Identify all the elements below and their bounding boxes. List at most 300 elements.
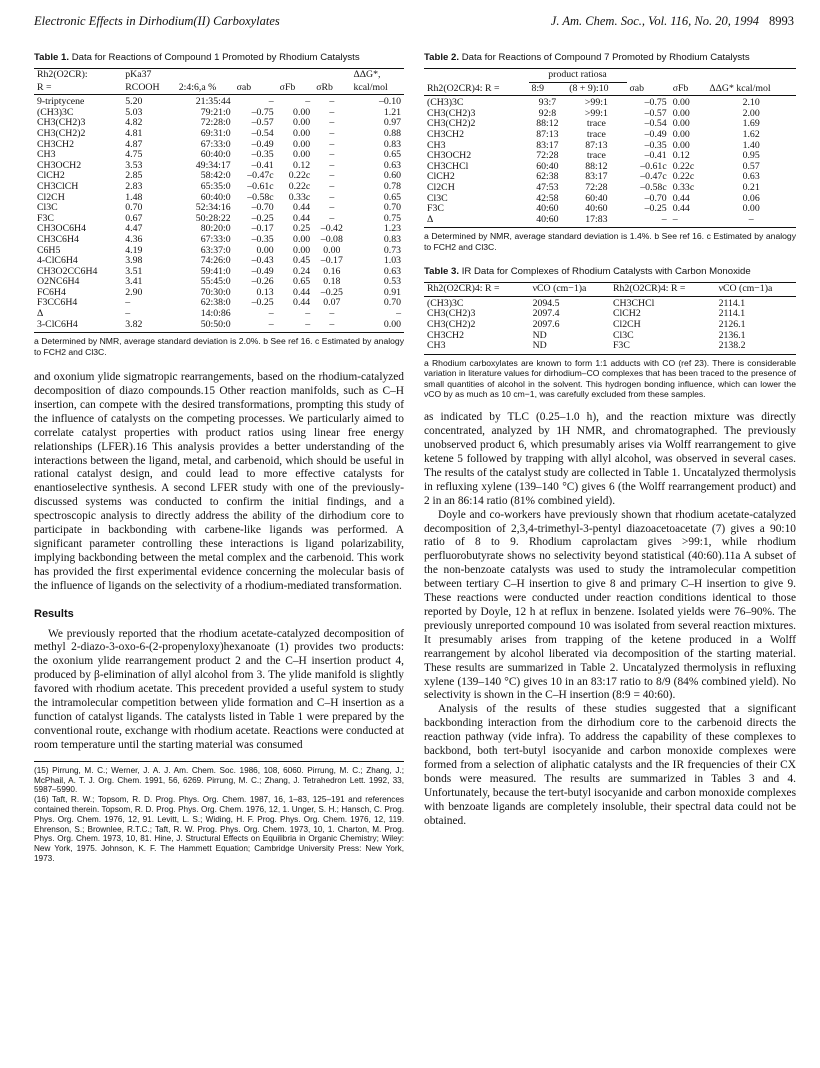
nuco-cell: 2114.1: [718, 308, 746, 320]
ratio-cell: 50:50:0: [176, 320, 234, 333]
sigma-a-cell: –0.54: [644, 118, 667, 130]
ratio89-cell: 92:8: [538, 107, 557, 119]
table-row: [424, 151, 796, 162]
ratio-cell: 52:34:16: [195, 202, 231, 214]
table2: [424, 68, 796, 228]
ddg-cell: 0.65: [383, 191, 401, 203]
right-paragraph-2: Doyle and co-workers have previously shown that rhodium acetate-catalyzed decomposition of 2,3,4-trimethyl-3-pentyl diazoacetoacetate (7) gives a 90:10 ratio of 8 to 9. Rhodium caprolactam gives >99:1, while rhodium perfluorobutyrate shows no selectivity beyond statistical (40:60).11a A subset of the non-benzoate catalysts was used to study the intramolecular competition between tertiary C–H insertion to give 8 and primary C–H insertion to give 9. These reactions were conducted under reaction conditions identical to those reported by Doyle, 12 h at reflux in benzene. Isolated yields were 76–90%. The previously unreported compound 10 was isolated from several reaction mixtures. It presumably arises from trapping of the ketene produced in a Wolff rearrangement by alcohol liberated via decomposition of the starting material. These results are summarized in Table 2. Uncatalyzed thermolysis in refluxing xylene (139–140 °C) gives 10 in an 83:17 ratio to 8/9 (84% combined yield). No selectivity is shown in the C–H insertion (8:9 = 40:60).: [424, 508, 796, 702]
sigma-f-cell: 0.22c: [288, 180, 311, 192]
pka-cell: 4.82: [125, 117, 143, 129]
pka-cell: 5.20: [125, 96, 143, 108]
ddg-cell: 0.63: [383, 159, 401, 171]
sigma-f-cell: 0.00: [672, 107, 690, 119]
ligand-cell: 9-triptycene: [37, 96, 85, 108]
ratio-cell: 21:35:44: [195, 96, 231, 108]
ratio10-cell: 60:40: [585, 192, 608, 204]
sigma-f-cell: 0.44: [293, 286, 311, 298]
sigma-f-cell: 0.00: [672, 97, 690, 109]
ligand-cell: F3C: [610, 341, 716, 354]
sigma-f-cell: 0.00: [293, 244, 311, 256]
sigma-a-cell: –0.26: [251, 276, 274, 288]
ligand-cell: CH3OCH2: [427, 150, 472, 162]
ratio10-cell: 40:60: [585, 203, 608, 215]
sigma-f-cell: 0.00: [293, 117, 311, 129]
nuco-cell: 2126.1: [718, 318, 746, 330]
ligand-cell: CH3(CH2)3: [37, 117, 86, 129]
ligand-cell: Cl3C: [427, 192, 448, 204]
sigma-f-cell: 0.00: [672, 139, 690, 151]
sigma-a-cell: –0.41: [251, 159, 274, 171]
pka-cell: 3.98: [125, 255, 143, 267]
sigma-a-cell: 0.13: [256, 286, 274, 298]
ratio89-cell: 40:60: [536, 203, 559, 215]
table2-label: Table 2.: [424, 52, 460, 63]
ligand-cell: (CH3)3C: [427, 297, 464, 309]
ligand-cell: Δ: [424, 215, 529, 228]
sigma-a-cell: –: [268, 96, 274, 108]
sigma-a-cell: –0.25: [251, 297, 274, 309]
ddg-cell: 0.97: [383, 117, 401, 129]
sigma-f-cell: 0.00: [293, 233, 311, 245]
nuco-cell: 2136.1: [718, 329, 746, 341]
ddg-cell: 0.63: [383, 265, 401, 277]
ratio89-cell: 88:12: [536, 118, 559, 130]
sigma-a-cell: –0.35: [251, 233, 274, 245]
table2-body: [424, 96, 796, 228]
t1-h-pka-b: RCOOH: [122, 82, 176, 95]
reference-16: (16) Taft, R. W.; Topsom, R. D. Prog. Phys. Org. Chem. 1987, 16, 1–83, 125–191 and references contained therein. Topsom, R. D. Prog. Phys. Org. Chem. 1976, 12, 1. Unger, S. H.; Hansch, C. Prog. Phys. Org. Chem. 1976, 12, 91. Levitt, L. S.; Widing, H. F. Prog. Phys. Org. Chem. 1976, 12, 119. Ehrenson, S.; Brownlee, R.T.C.; Taft, R. W. Prog. Phys. Org. Chem. 1973, 10, 1. Charton, M. Prog. Phys. Org. Chem. 1973, 10, 81. Hine, J. Structural Effects on Equilibria in Organic Chemistry; Wiley: New York, 1975. Johnson, K. F. The Hammett Equation; Cambridge University Press: New York, 1973.: [34, 795, 404, 863]
sigma-a-cell: –0.58c: [640, 181, 667, 193]
t3-h-ligand-1: Rh2(O2CR)4: R =: [424, 283, 530, 297]
pka-cell: 1.48: [125, 191, 143, 203]
ddg-cell: 0.78: [383, 180, 401, 192]
sigma-a-cell: –0.49: [251, 265, 274, 277]
pka-cell: 3.82: [122, 320, 176, 333]
t3-h-nuco-2: νCO (cm−1)a: [716, 283, 796, 297]
ligand-cell: ClCH2: [612, 308, 641, 320]
sigma-f-cell: 0.65: [293, 276, 311, 288]
table-row: [34, 320, 404, 333]
sigma-r-cell: 0.16: [323, 265, 341, 277]
ratio-cell: 59:41:0: [200, 265, 231, 277]
nuco-cell: ND: [532, 329, 547, 341]
journal-citation: J. Am. Chem. Soc., Vol. 116, No. 20, 1994: [550, 14, 759, 28]
sigma-r-cell: –: [329, 138, 335, 150]
sigma-a-cell: –0.54: [251, 127, 274, 139]
pka-cell: 4.87: [125, 138, 143, 150]
ratio-cell: 55:45:0: [200, 276, 231, 288]
table-row: [424, 162, 796, 173]
ratio-cell: 80:20:0: [200, 223, 231, 235]
ligand-cell: Cl2CH: [37, 191, 65, 203]
sigma-r-cell: 0.18: [323, 276, 341, 288]
pka-cell: 2.83: [125, 180, 143, 192]
table-row: [424, 141, 796, 152]
page-number: 8993: [769, 14, 794, 28]
ddg-cell: 0.83: [383, 138, 401, 150]
ratio89-cell: 60:40: [536, 160, 559, 172]
sigma-f-cell: 0.45: [293, 255, 311, 267]
running-title: Electronic Effects in Dirhodium(II) Carboxylates: [34, 14, 280, 28]
results-heading: Results: [34, 607, 74, 620]
t3-h-nuco-1: νCO (cm−1)a: [530, 283, 610, 297]
ligand-cell: Cl2CH: [612, 318, 641, 330]
ratio89-cell: 42:58: [536, 192, 559, 204]
ratio-cell: 60:40:0: [200, 191, 231, 203]
sigma-a-cell: –0.41: [644, 150, 667, 162]
sigma-f-cell: 0.00: [293, 138, 311, 150]
nuco-cell: 2097.6: [532, 318, 560, 330]
pka-cell: 2.85: [125, 170, 143, 182]
sigma-f-cell: 0.44: [293, 212, 311, 224]
table-row: [424, 172, 796, 183]
ligand-cell: (CH3)3C: [427, 97, 464, 109]
sigma-a-cell: –0.57: [644, 107, 667, 119]
ratio89-cell: 72:28: [536, 150, 559, 162]
ddg-cell: 0.70: [383, 202, 401, 214]
ratio10-cell: 17:83: [566, 215, 626, 228]
ligand-cell: CH3ClCH: [37, 180, 79, 192]
pka-cell: 4.75: [125, 149, 143, 161]
table-row: [424, 96, 796, 109]
ratio10-cell: 72:28: [585, 181, 608, 193]
sigma-f-cell: 0.33c: [288, 191, 311, 203]
t1-h-ddg-a: ΔΔG*,: [350, 69, 404, 82]
nuco-cell: 2094.5: [532, 297, 560, 309]
sigma-f-cell: 0.22c: [288, 170, 311, 182]
sigma-a-cell: –0.35: [251, 149, 274, 161]
sigma-a-cell: –0.47c: [640, 171, 667, 183]
ratio10-cell: 88:12: [585, 160, 608, 172]
ddg-cell: –: [396, 308, 401, 320]
table2-caption: [424, 52, 796, 64]
ddg-cell: 0.21: [742, 181, 760, 193]
table3-body: [424, 296, 796, 354]
ligand-cell: C6H5: [37, 244, 61, 256]
ligand-cell: CH3CH2: [37, 138, 75, 150]
sigma-r-cell: –0.17: [320, 255, 343, 267]
ratio-cell: 72:28:0: [200, 117, 231, 129]
sigma-r-cell: –: [329, 212, 335, 224]
sigma-a-cell: –: [234, 320, 277, 333]
sigma-r-cell: –0.25: [320, 286, 343, 298]
ratio-cell: 50:28:22: [195, 212, 231, 224]
sigma-r-cell: –: [329, 180, 335, 192]
nuco-cell: 2114.1: [718, 297, 746, 309]
ligand-cell: O2NC6H4: [37, 276, 80, 288]
sigma-r-cell: –: [329, 149, 335, 161]
sigma-a-cell: –0.75: [251, 106, 274, 118]
pka-cell: 4.36: [125, 233, 143, 245]
pka-cell: 4.81: [125, 127, 143, 139]
ligand-cell: CH3(CH2)2: [37, 127, 86, 139]
sigma-r-cell: –: [329, 127, 335, 139]
ratio10-cell: trace: [586, 128, 606, 140]
sigma-a-cell: –0.25: [644, 203, 667, 215]
table1-label: Table 1.: [34, 52, 70, 63]
sigma-f-cell: –: [277, 320, 314, 333]
ligand-cell: Δ: [37, 308, 44, 320]
ratio-cell: 58:42:0: [200, 170, 231, 182]
sigma-f-cell: 0.12: [293, 159, 311, 171]
nuco-cell: 2138.2: [716, 341, 796, 354]
sigma-r-cell: –: [329, 117, 335, 129]
sigma-r-cell: –: [329, 202, 335, 214]
ddg-cell: 0.75: [383, 212, 401, 224]
ligand-cell: F3C: [37, 212, 54, 224]
t1-h-ratio: 2:4:6,a %: [176, 82, 234, 95]
ligand-cell: CH3(CH2)3: [427, 107, 476, 119]
ddg-cell: –0.10: [378, 96, 401, 108]
t1-h-pka-a: pKa37: [122, 69, 176, 82]
t2-h-sigma-a: σab: [627, 82, 670, 96]
table1-title: Data for Reactions of Compound 1 Promoted by Rhodium Catalysts: [71, 52, 360, 63]
journal-header: [551, 14, 794, 29]
sigma-r-cell: –: [329, 96, 335, 108]
ddg-cell: 0.63: [742, 171, 760, 183]
table3-footnote: a Rhodium carboxylates are known to form 1:1 adducts with CO (ref 23). There is considerable variation in literature values for dirhodium–CO complexes that has been traced to the presence of small quantities of alcohol in the solvent. This hydrogen bonding influence, which can lower the νCO by as much as 10 cm−1, was carefully excluded from these samples.: [424, 357, 796, 399]
table1-caption: [34, 52, 404, 64]
ligand-cell: (CH3)3C: [37, 106, 74, 118]
sigma-f-cell: –: [305, 96, 311, 108]
t1-h-sigma-r: σRb: [313, 82, 350, 95]
table-row: [424, 320, 796, 331]
right-paragraph-1: as indicated by TLC (0.25–1.0 h), and the reaction mixture was directly concentrated, analyzed by 1H NMR, and chromatographed. The previously unobserved product 6, which presumably arises via Wolff rearrangement to give ketene 5 followed by trapping with allyl alcohol, was observed in several cases. The results of the catalyst study are collected in Table 1. Uncatalyzed thermolysis in refluxing xylene (139–140 °C) gives 6 (the Wolff rearrangement product) and 2 in an 86:14 ratio (81% combined yield).: [424, 411, 796, 507]
ratio-cell: 67:33:0: [200, 138, 231, 150]
sigma-f-cell: 0.24: [293, 265, 311, 277]
ratio89-cell: 83:17: [536, 139, 559, 151]
sigma-a-cell: –0.47c: [247, 170, 274, 182]
ratio10-cell: trace: [586, 118, 606, 130]
sigma-a-cell: –0.70: [251, 202, 274, 214]
ddg-cell: 1.69: [742, 118, 760, 130]
sigma-f-cell: 0.00: [293, 127, 311, 139]
reference-15: (15) Pirrung, M. C.; Werner, J. A. J. Am. Chem. Soc. 1986, 108, 6060. Pirrung, M. C.; Zhang, J.; McPhail, A. T. J. Org. Chem. 1991, 56, 6269. Pirrung, M. C.; Zhang, J. Tetrahedron Lett. 1992, 33, 5987–5990.: [34, 765, 404, 795]
ratio-cell: 70:30:0: [200, 286, 231, 298]
ligand-cell: CH3O2CC6H4: [37, 265, 98, 277]
sigma-r-cell: 0.07: [323, 297, 341, 309]
right-paragraph-3: Analysis of the results of these studies suggested that a significant backbonding interaction from the dirhodium core to the carbenoid directs the reaction pathway (vide infra). To address the capability of these complexes to backbond, both tert-butyl isocyanide and carbon monoxide complexes were formed from a selection of aliphatic catalysts and the IR frequencies of their CX bonds were measured. The results are summarized in Tables 3 and 4. Unfortunately, because the tert-butyl isocyanide and carbon monoxide complexes with benzoate ligands are completely insoluble, their spectral data could not be obtained.: [424, 703, 796, 827]
ligand-cell: CH3: [37, 149, 56, 161]
ddg-cell: 0.73: [383, 244, 401, 256]
ligand-cell: CH3: [424, 341, 530, 354]
ratio-cell: 74:26:0: [200, 255, 231, 267]
sigma-a-cell: –0.17: [251, 223, 274, 235]
sigma-a-cell: –0.49: [251, 138, 274, 150]
pka-cell: 0.67: [125, 212, 143, 224]
sigma-f-cell: 0.44: [293, 297, 311, 309]
ratio-cell: 62:38:0: [200, 297, 231, 309]
ddg-cell: –: [706, 215, 796, 228]
ddg-cell: 2.00: [742, 107, 760, 119]
sigma-a-cell: –: [268, 308, 274, 320]
sigma-a-cell: –0.75: [644, 97, 667, 109]
ddg-cell: 0.91: [383, 286, 401, 298]
ligand-cell: F3C: [427, 203, 444, 215]
ligand-cell: CH3(CH2)2: [427, 318, 476, 330]
sigma-f-cell: 0.12: [672, 150, 690, 162]
ddg-cell: 0.06: [742, 192, 760, 204]
right-body-text: [424, 411, 796, 828]
ligand-cell: CH3CHCl: [612, 297, 655, 309]
pka-cell: 3.41: [125, 276, 143, 288]
table1: [34, 68, 404, 333]
ligand-cell: 4-ClC6H4: [37, 255, 78, 267]
sigma-r-cell: –: [329, 159, 335, 171]
sigma-a-cell: –0.58c: [247, 191, 274, 203]
sigma-f-cell: 0.00: [293, 106, 311, 118]
ligand-cell: CH3(CH2)2: [427, 118, 476, 130]
sigma-r-cell: –: [313, 320, 350, 333]
ddg-cell: 0.53: [383, 276, 401, 288]
t1-h-sigma-a: σab: [234, 82, 277, 95]
table-row: [424, 204, 796, 215]
pka-cell: 0.70: [125, 202, 143, 214]
sigma-f-cell: 0.22c: [672, 171, 695, 183]
sigma-f-cell: 0.22c: [672, 160, 695, 172]
ddg-cell: 0.60: [383, 170, 401, 182]
intro-paragraph: and oxonium ylide sigmatropic rearrangements, based on the rhodium-catalyzed decomposition of diazo compounds.15 Other reaction manifolds, such as C–H insertion, can compete with the desired transformations, prompting this study of the influence of catalysts on the competing processes. We particularly aimed to correlate catalyst properties with product ratios using linear free energy relationships (LFER).16 This analysis provides a better understanding of the interactions between the ligand, metal, and carbenoid, which should be useful in rational catalyst design, and could lead to more effective catalysts for enantioselective synthesis. A second LFER study with one of the previously-discussed systems was conducted to confirm the initial findings, and a spectroscopic analysis to directly address the ability of the dirhodium core to participate in backbonding with carbene-like ligands was performed. A significant parameter controlling these interactions is ligand polarizability, implying backbonding between the metal complex and the carbenoid. This work has provided the first experimental evidence concerning the molecular basis of the influence of ligands on the selectivity of a rhodium-mediated transformation.: [34, 371, 404, 592]
sigma-f-cell: 0.44: [672, 203, 690, 215]
sigma-a-cell: –0.61c: [247, 180, 274, 192]
t1-h-ligand-b: R =: [34, 82, 122, 95]
ligand-cell: CH3CH2: [427, 128, 465, 140]
ddg-cell: 1.40: [742, 139, 760, 151]
ligand-cell: 3-ClC6H4: [34, 320, 122, 333]
table1-footnote: a Determined by NMR, average standard deviation is 2.0%. b See ref 16. c Estimated by analogy to FCH2 and Cl3C.: [34, 336, 404, 357]
pka-cell: 3.51: [125, 265, 143, 277]
table-row: [34, 95, 404, 108]
ratio-cell: 65:35:0: [200, 180, 231, 192]
t2-h-ratio10: (8 + 9):10: [566, 82, 626, 96]
sigma-r-cell: –0.42: [320, 223, 343, 235]
nuco-cell: 2097.4: [532, 308, 560, 320]
ratio-cell: 49:34:17: [195, 159, 231, 171]
t3-h-ligand-2: Rh2(O2CR)4: R =: [610, 283, 716, 297]
sigma-f-cell: 0.44: [672, 192, 690, 204]
ratio10-cell: >99:1: [584, 107, 608, 119]
t2-h-sigma-f: σFb: [670, 82, 707, 96]
ligand-cell: Cl3C: [37, 202, 58, 214]
sigma-f-cell: 0.33c: [672, 181, 695, 193]
table-row: [424, 341, 796, 354]
sigma-a-cell: –0.35: [644, 139, 667, 151]
table-row: [424, 194, 796, 205]
pka-cell: 5.03: [125, 106, 143, 118]
ratio10-cell: 87:13: [585, 139, 608, 151]
ddg-cell: 1.21: [383, 106, 401, 118]
ratio89-cell: 62:38: [536, 171, 559, 183]
table-row: [34, 235, 404, 246]
ligand-cell: F3CC6H4: [37, 297, 78, 309]
table-row: [34, 129, 404, 140]
intro-text: [34, 371, 404, 594]
t2-h-ligand: Rh2(O2CR)4: R =: [424, 82, 529, 96]
pka-cell: –: [125, 297, 131, 309]
sigma-f-cell: 0.00: [293, 149, 311, 161]
ligand-cell: CH3: [427, 139, 446, 151]
ddg-cell: 0.95: [742, 150, 760, 162]
ratio10-cell: 83:17: [585, 171, 608, 183]
sigma-f-cell: 0.00: [672, 128, 690, 140]
table-row: [424, 119, 796, 130]
ratio-cell: 63:37:0: [200, 244, 231, 256]
pka-cell: –: [125, 308, 131, 320]
sigma-f-cell: 0.44: [293, 202, 311, 214]
table-row: [424, 183, 796, 194]
sigma-f-cell: 0.00: [672, 118, 690, 130]
ratio89-cell: 47:53: [536, 181, 559, 193]
pka-cell: 3.53: [125, 159, 143, 171]
pka-cell: 4.47: [125, 223, 143, 235]
sigma-r-cell: 0.00: [323, 244, 341, 256]
table-row: [424, 109, 796, 120]
references: [34, 761, 404, 864]
sigma-f-cell: –: [670, 215, 707, 228]
ratio-cell: 14:0:86: [200, 308, 231, 320]
ddg-cell: 0.88: [383, 127, 401, 139]
table2-title: Data for Reactions of Compound 7 Promoted by Rhodium Catalysts: [461, 52, 750, 63]
sigma-r-cell: –0.08: [320, 233, 343, 245]
right-column: [424, 52, 796, 829]
table3-label: Table 3.: [424, 266, 460, 278]
table2-footnote: a Determined by NMR, average standard deviation is 1.4%. b See ref 16. c Estimated by analogy to FCH2 and Cl3C.: [424, 231, 796, 252]
pka-cell: 4.19: [125, 244, 143, 256]
ddg-cell: 1.23: [383, 223, 401, 235]
sigma-a-cell: –0.25: [251, 212, 274, 224]
ratio89-cell: 40:60: [529, 215, 567, 228]
ratio89-cell: 87:13: [536, 128, 559, 140]
ratio-cell: 60:40:0: [200, 149, 231, 161]
table3: [424, 282, 796, 355]
left-column: [34, 52, 404, 864]
ligand-cell: Cl3C: [612, 329, 634, 341]
sigma-r-cell: –: [329, 308, 335, 320]
table-row: [34, 182, 404, 193]
ratio-cell: 79:21:0: [200, 106, 231, 118]
results-paragraph: We previously reported that the rhodium acetate-catalyzed decomposition of methyl 2-diazo-3-oxo-6-(2-propenyloxy)hexanoate (1) provides two products: the oxonium ylide rearrangement product 2 and the C–H insertion product 4, produced by β-elimination of allyl alcohol from 3. The ylide manifold is slightly favored with rhodium acetate. This precedent provided a useful system to study the intramolecular competition between ylide formation and C–H insertion as a function of catalyst ligands. The catalysts listed in Table 1 were prepared by the conventional route, exchange with rhodium acetate. Reactions were conducted at room temperature until the starting material was consumed: [34, 627, 404, 751]
sigma-r-cell: –: [329, 106, 335, 118]
ligand-cell: CH3CH2: [427, 329, 465, 341]
ligand-cell: FC6H4: [37, 286, 66, 298]
t1-h-sigma-f: σFb: [277, 82, 314, 95]
pka-cell: 2.90: [125, 286, 143, 298]
ratio10-cell: trace: [586, 150, 606, 162]
sigma-a-cell: –: [627, 215, 670, 228]
ligand-cell: CH3(CH2)3: [427, 308, 476, 320]
t2-h-ratio89: 8:9: [529, 82, 567, 96]
ddg-cell: 0.57: [742, 160, 760, 172]
ddg-cell: 0.65: [383, 149, 401, 161]
sigma-a-cell: –0.57: [251, 117, 274, 129]
ratio89-cell: 93:7: [538, 97, 557, 109]
t1-h-ligand-a: Rh2(O2CR):: [34, 69, 122, 82]
table-row: [424, 215, 796, 228]
ddg-cell: 0.70: [383, 297, 401, 309]
table3-caption: [424, 266, 796, 278]
sigma-r-cell: –: [329, 191, 335, 203]
sigma-f-cell: –: [305, 308, 311, 320]
ddg-cell: 0.83: [383, 233, 401, 245]
ddg-cell: 1.62: [742, 128, 760, 140]
ddg-cell: 0.00: [350, 320, 404, 333]
ratio-cell: 67:33:0: [200, 233, 231, 245]
ligand-cell: Cl2CH: [427, 181, 455, 193]
sigma-a-cell: –0.61c: [640, 160, 667, 172]
t2-h-ddg: ΔΔG* kcal/mol: [706, 82, 796, 96]
ligand-cell: ClCH2: [37, 170, 65, 182]
ddg-cell: 2.10: [742, 97, 760, 109]
